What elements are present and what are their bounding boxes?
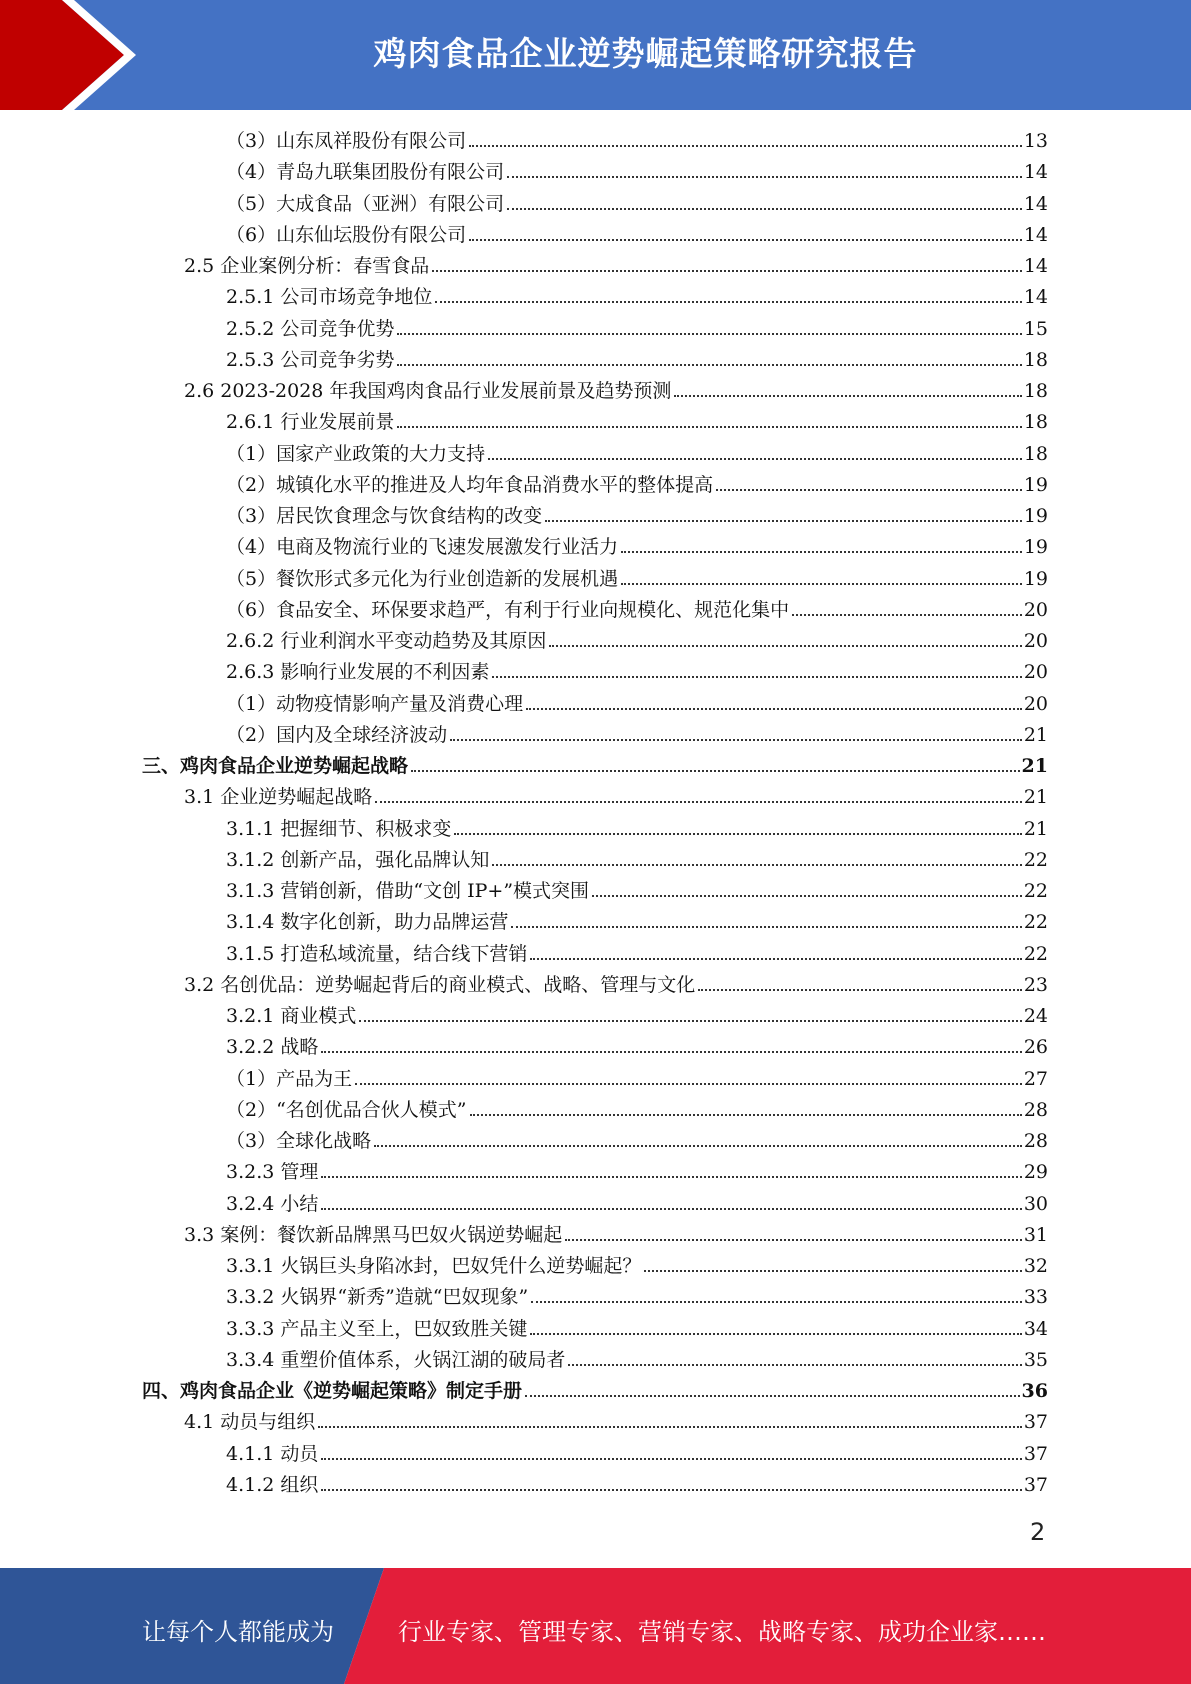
toc-entry-label: （3）居民饮食理念与饮食结构的改变 xyxy=(226,505,543,527)
toc-entry-page: 14 xyxy=(1023,192,1048,215)
toc-entry[interactable] xyxy=(226,877,1048,903)
toc-entry-page: 15 xyxy=(1023,317,1048,340)
toc-entry[interactable] xyxy=(226,283,1048,309)
toc-entry[interactable] xyxy=(184,1221,1048,1247)
toc-entry-label: 4.1.1 动员 xyxy=(226,1442,319,1465)
toc-entry-label: （1）国家产业政策的大力支持 xyxy=(226,442,486,465)
toc-entry-label: （2）国内及全球经济波动 xyxy=(226,723,448,746)
toc-entry-label: （4）电商及物流行业的飞速发展激发行业活力 xyxy=(226,536,619,559)
toc-entry[interactable] xyxy=(226,658,1048,684)
toc-entry-page: 22 xyxy=(1023,942,1048,965)
toc-entry-label: 3.1 企业逆势崛起战略 xyxy=(184,786,373,809)
toc-entry-label: 3.2.4 小结 xyxy=(226,1192,319,1215)
toc-entry-page: 30 xyxy=(1023,1192,1048,1215)
toc-entry-label: 2.5 企业案例分析：春雪食品 xyxy=(184,255,430,277)
toc-entry-page: 22 xyxy=(1023,911,1048,934)
toc-leader-dots xyxy=(674,395,1021,397)
toc-entry[interactable] xyxy=(226,1127,1048,1153)
toc-entry-label: 4.1 动员与组织 xyxy=(184,1411,316,1434)
toc-entry-page: 19 xyxy=(1023,473,1048,496)
toc-entry-page: 18 xyxy=(1023,380,1048,402)
toc-leader-dots xyxy=(565,1239,1022,1241)
toc-leader-dots xyxy=(549,645,1021,647)
toc-entry-label: （2）“名创优品合伙人模式” xyxy=(226,1098,467,1121)
page-footer xyxy=(0,1568,1191,1684)
toc-entry-page: 37 xyxy=(1023,1473,1048,1496)
toc-entry-label: 3.3.2 火锅界“新秀”造就“巴奴现象” xyxy=(226,1286,529,1309)
toc-entry-label: 3.1.5 打造私域流量，结合线下营销 xyxy=(226,942,528,965)
toc-entry-label: （3）全球化战略 xyxy=(226,1130,372,1152)
toc-entry-page: 20 xyxy=(1023,661,1048,684)
toc-leader-dots xyxy=(469,239,1022,241)
toc-leader-dots xyxy=(435,301,1021,303)
toc-leader-dots xyxy=(792,614,1022,616)
toc-entry[interactable] xyxy=(226,1252,1048,1278)
toc-entry-page: 22 xyxy=(1023,848,1048,871)
toc-leader-dots xyxy=(318,1426,1022,1428)
toc-entry-label: 2.6 2023-2028 年我国鸡肉食品行业发展前景及趋势预测 xyxy=(184,380,672,402)
toc-leader-dots xyxy=(511,926,1021,928)
toc-entry-page: 18 xyxy=(1023,348,1048,371)
toc-entry-label: （3）山东凤祥股份有限公司 xyxy=(226,130,467,152)
toc-entry-page: 14 xyxy=(1023,255,1048,277)
toc-entry[interactable] xyxy=(142,1377,1048,1403)
toc-entry-label: （5）餐饮形式多元化为行业创造新的发展机遇 xyxy=(226,567,619,590)
footer-slogan-right: 行业专家、管理专家、营销专家、战略专家、成功企业家…… xyxy=(398,1618,1046,1646)
toc-entry-page: 21 xyxy=(1021,755,1048,777)
toc-leader-dots xyxy=(359,1020,1021,1022)
toc-entry-page: 37 xyxy=(1023,1442,1048,1465)
toc-entry[interactable] xyxy=(226,815,1048,841)
toc-entry[interactable] xyxy=(226,940,1048,966)
toc-entry[interactable] xyxy=(226,1065,1048,1091)
toc-leader-dots xyxy=(454,833,1021,835)
toc-entry-page: 27 xyxy=(1023,1067,1048,1090)
toc-entry-label: 3.3 案例：餐饮新品牌黑马巴奴火锅逆势崛起 xyxy=(184,1223,563,1246)
toc-leader-dots xyxy=(321,1458,1021,1460)
toc-entry-page: 21 xyxy=(1023,786,1048,809)
toc-entry[interactable] xyxy=(142,752,1048,778)
toc-entry-label: 3.3.4 重塑价值体系，火锅江湖的破局者 xyxy=(226,1348,566,1371)
footer-slogan-left: 让每个人都能成为 xyxy=(142,1618,334,1646)
toc-entry-page: 20 xyxy=(1023,692,1048,715)
toc-leader-dots xyxy=(492,864,1021,866)
header-arrow-graphic xyxy=(0,0,160,110)
toc-entry-page: 33 xyxy=(1023,1286,1048,1309)
toc-entry[interactable] xyxy=(226,1283,1048,1309)
toc-entry-page: 24 xyxy=(1023,1005,1048,1027)
toc-entry[interactable] xyxy=(226,346,1048,372)
toc-entry-page: 34 xyxy=(1023,1317,1048,1340)
toc-entry-label: 3.1.4 数字化创新，助力品牌运营 xyxy=(226,911,509,934)
toc-leader-dots xyxy=(507,176,1022,178)
toc-leader-dots xyxy=(488,458,1022,460)
toc-entry-page: 19 xyxy=(1023,567,1048,590)
toc-leader-dots xyxy=(321,1176,1021,1178)
toc-entry-label: 3.3.3 产品主义至上，巴奴致胜关键 xyxy=(226,1317,528,1340)
toc-entry-page: 36 xyxy=(1021,1380,1048,1402)
toc-entry[interactable] xyxy=(226,1096,1048,1122)
toc-entry-label: 2.6.3 影响行业发展的不利因素 xyxy=(226,661,490,684)
toc-entry[interactable] xyxy=(184,971,1048,997)
toc-entry-label: （4）青岛九联集团股份有限公司 xyxy=(226,161,505,184)
toc-entry-page: 19 xyxy=(1023,505,1048,527)
toc-entry-label: （1）产品为王 xyxy=(226,1067,353,1090)
toc-leader-dots xyxy=(592,895,1022,897)
toc-leader-dots xyxy=(375,801,1022,803)
toc-leader-dots xyxy=(526,708,1022,710)
toc-entry-label: 3.3.1 火锅巨头身陷冰封，巴奴凭什么逆势崛起？ xyxy=(226,1255,642,1277)
toc-entry-page: 26 xyxy=(1023,1036,1048,1059)
toc-leader-dots xyxy=(470,1114,1022,1116)
toc-leader-dots xyxy=(355,1083,1022,1085)
toc-entry-page: 28 xyxy=(1023,1098,1048,1121)
toc-entry[interactable] xyxy=(226,1190,1048,1216)
toc-leader-dots xyxy=(568,1364,1021,1366)
toc-entry[interactable] xyxy=(226,127,1048,153)
toc-entry-label: 3.2.2 战略 xyxy=(226,1036,319,1059)
toc-leader-dots xyxy=(545,520,1022,522)
toc-leader-dots xyxy=(321,1051,1021,1053)
toc-leader-dots xyxy=(698,989,1022,991)
toc-entry-label: （1）动物疫情影响产量及消费心理 xyxy=(226,692,524,715)
toc-entry-page: 37 xyxy=(1023,1411,1048,1434)
toc-entry-label: 3.1.1 把握细节、积极求变 xyxy=(226,817,452,840)
toc-entry-page: 18 xyxy=(1023,411,1048,434)
toc-entry[interactable] xyxy=(226,1346,1048,1372)
toc-entry[interactable] xyxy=(184,1408,1048,1434)
toc-entry[interactable] xyxy=(226,221,1048,247)
toc-leader-dots xyxy=(530,958,1021,960)
toc-entry-label: （6）山东仙坛股份有限公司 xyxy=(226,223,467,246)
toc-entry-page: 21 xyxy=(1023,723,1048,746)
toc-leader-dots xyxy=(507,208,1022,210)
toc-entry-label: 2.5.3 公司竞争劣势 xyxy=(226,348,395,371)
toc-entry[interactable] xyxy=(226,408,1048,434)
toc-entry-label: 2.6.1 行业发展前景 xyxy=(226,411,395,434)
toc-entry[interactable] xyxy=(226,1440,1048,1466)
toc-leader-dots xyxy=(397,333,1021,335)
toc-entry-page: 23 xyxy=(1023,973,1048,996)
toc-leader-dots xyxy=(321,1208,1021,1210)
toc-entry[interactable] xyxy=(226,721,1048,747)
toc-leader-dots xyxy=(525,1395,1020,1397)
toc-entry-label: 3.2.3 管理 xyxy=(226,1161,319,1184)
toc-entry-label: 3.2.1 商业模式 xyxy=(226,1005,357,1027)
toc-leader-dots xyxy=(374,1145,1022,1147)
document-title: 鸡肉食品企业逆势崛起策略研究报告 xyxy=(373,34,918,73)
toc-entry-label: 3.2 名创优品：逆势崛起背后的商业模式、战略、管理与文化 xyxy=(184,973,696,996)
toc-leader-dots xyxy=(450,739,1022,741)
toc-leader-dots xyxy=(716,489,1022,491)
toc-entry-label: （2）城镇化水平的推进及人均年食品消费水平的整体提高 xyxy=(226,473,714,496)
toc-entry-page: 20 xyxy=(1023,598,1048,621)
toc-entry-page: 14 xyxy=(1023,223,1048,246)
toc-entry[interactable] xyxy=(226,1158,1048,1184)
toc-leader-dots xyxy=(397,364,1021,366)
toc-leader-dots xyxy=(530,1333,1021,1335)
toc-entry-label: （5）大成食品（亚洲）有限公司 xyxy=(226,192,505,215)
toc-leader-dots xyxy=(432,270,1022,272)
toc-entry-label: （6）食品安全、环保要求趋严，有利于行业向规模化、规范化集中 xyxy=(226,598,790,621)
toc-leader-dots xyxy=(321,1489,1021,1491)
toc-entry[interactable] xyxy=(226,565,1048,591)
toc-entry-page: 14 xyxy=(1023,161,1048,184)
toc-entry-page: 21 xyxy=(1023,817,1048,840)
toc-entry[interactable] xyxy=(184,252,1048,278)
toc-entry[interactable] xyxy=(226,1471,1048,1497)
toc-entry-label: 2.6.2 行业利润水平变动趋势及其原因 xyxy=(226,630,547,652)
toc-entry[interactable] xyxy=(226,1033,1048,1059)
toc-entry-label: 3.1.2 创新产品，强化品牌认知 xyxy=(226,848,490,871)
toc-entry[interactable] xyxy=(226,502,1048,528)
toc-entry-page: 13 xyxy=(1023,130,1048,152)
toc-entry[interactable] xyxy=(226,1315,1048,1341)
toc-leader-dots xyxy=(469,145,1022,147)
toc-entry[interactable] xyxy=(226,690,1048,716)
toc-leader-dots xyxy=(621,583,1022,585)
toc-entry-label: 4.1.2 组织 xyxy=(226,1473,319,1496)
toc-entry-label: 2.5.2 公司竞争优势 xyxy=(226,317,395,340)
toc-leader-dots xyxy=(411,770,1020,772)
toc-entry-page: 22 xyxy=(1023,880,1048,902)
toc-entry-page: 35 xyxy=(1023,1348,1048,1371)
toc-entry-label: 四、鸡肉食品企业《逆势崛起策略》制定手册 xyxy=(142,1380,523,1402)
toc-entry-page: 19 xyxy=(1023,536,1048,559)
toc-entry[interactable] xyxy=(226,1002,1048,1028)
toc-entry[interactable] xyxy=(226,471,1048,497)
toc-entry[interactable] xyxy=(226,596,1048,622)
toc-entry[interactable] xyxy=(226,440,1048,466)
toc-entry-label: 3.1.3 营销创新，借助“文创 IP+”模式突围 xyxy=(226,880,590,902)
toc-entry-page: 29 xyxy=(1023,1161,1048,1184)
toc-entry[interactable] xyxy=(226,533,1048,559)
toc-leader-dots xyxy=(492,676,1021,678)
toc-entry[interactable] xyxy=(226,315,1048,341)
toc-entry[interactable] xyxy=(226,908,1048,934)
toc-leader-dots xyxy=(397,426,1021,428)
toc-leader-dots xyxy=(531,1301,1022,1303)
toc-entry-page: 28 xyxy=(1023,1130,1048,1152)
toc-entry[interactable] xyxy=(226,190,1048,216)
toc-entry[interactable] xyxy=(226,627,1048,653)
toc-entry[interactable] xyxy=(184,377,1048,403)
toc-entry-label: 三、鸡肉食品企业逆势崛起战略 xyxy=(142,755,409,777)
toc-entry-page: 31 xyxy=(1023,1223,1048,1246)
toc-entry[interactable] xyxy=(226,846,1048,872)
toc-entry-label: 2.5.1 公司市场竞争地位 xyxy=(226,286,433,309)
page-number: 2 xyxy=(1030,1518,1046,1546)
toc-entry-page: 20 xyxy=(1023,630,1048,652)
page-header xyxy=(0,0,1191,110)
toc-leader-dots xyxy=(644,1270,1021,1272)
toc-entry-page: 18 xyxy=(1023,442,1048,465)
toc-entry[interactable] xyxy=(226,158,1048,184)
toc-entry[interactable] xyxy=(184,783,1048,809)
toc-entry-page: 32 xyxy=(1023,1255,1048,1277)
toc-entry-page: 14 xyxy=(1023,286,1048,309)
toc-leader-dots xyxy=(621,551,1022,553)
